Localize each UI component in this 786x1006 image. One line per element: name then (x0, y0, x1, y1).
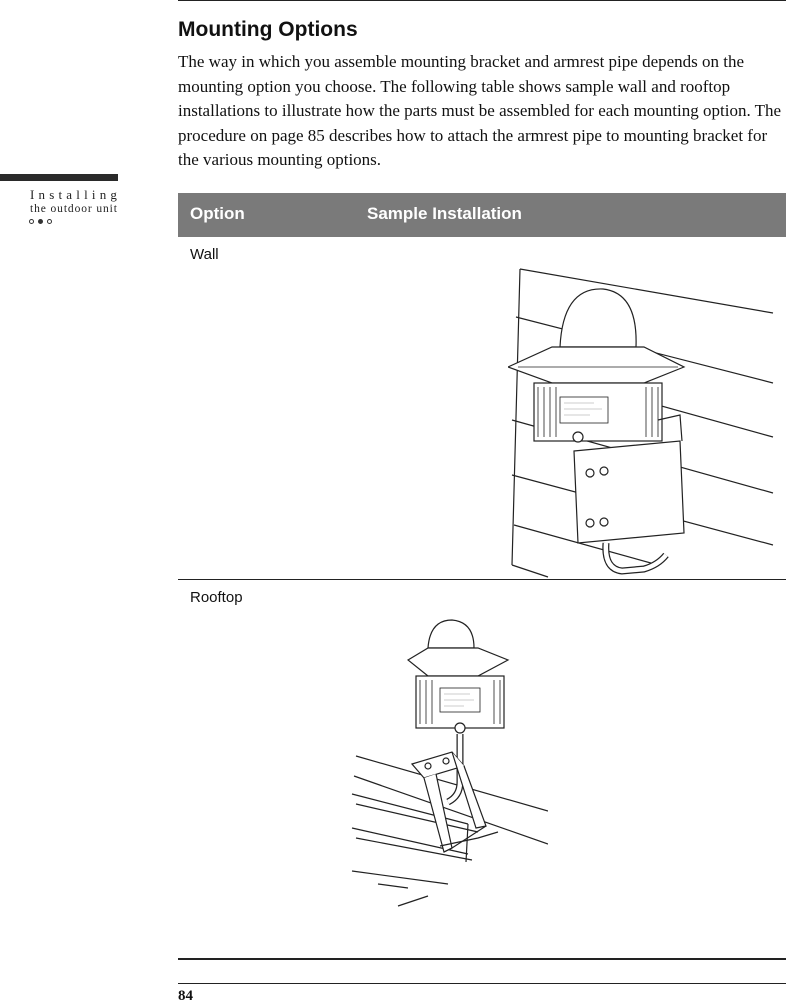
table-row-rooftop (178, 580, 786, 958)
sidebar-bar (0, 174, 118, 181)
progress-dot-3 (47, 219, 52, 224)
option-label-wall: Wall (190, 246, 219, 263)
header-sample-installation: Sample Installation (367, 204, 522, 223)
wall-installation-illustration (508, 265, 778, 580)
top-rule (178, 0, 786, 1)
intro-paragraph: The way in which you assemble mounting bracket and armrest pipe depends on the mounting option you choose. The following table shows sample wall and rooftop installations to illustrate how the parts must be assembled for each mounting option. The procedure on page 85 describes how to attach the armrest pipe to mounting bracket for the various mounting options. (178, 52, 782, 170)
table-header (178, 193, 786, 237)
page-number: 84 (178, 988, 193, 1004)
mounting-options-table (178, 193, 786, 958)
rooftop-installation-illustration (348, 616, 548, 916)
header-option: Option (190, 204, 245, 223)
footer-rule-thick (178, 958, 786, 960)
progress-dot-2 (38, 219, 43, 224)
footer-rule-thin (178, 983, 786, 984)
option-label-rooftop: Rooftop (190, 589, 243, 606)
progress-dot-1 (29, 219, 34, 224)
table-row-wall (178, 237, 786, 580)
sidebar-subtitle: the outdoor unit (30, 203, 118, 215)
chapter-progress-dots (29, 219, 52, 224)
section-title: Mounting Options (178, 18, 358, 41)
sidebar-title: Installing (30, 187, 122, 202)
